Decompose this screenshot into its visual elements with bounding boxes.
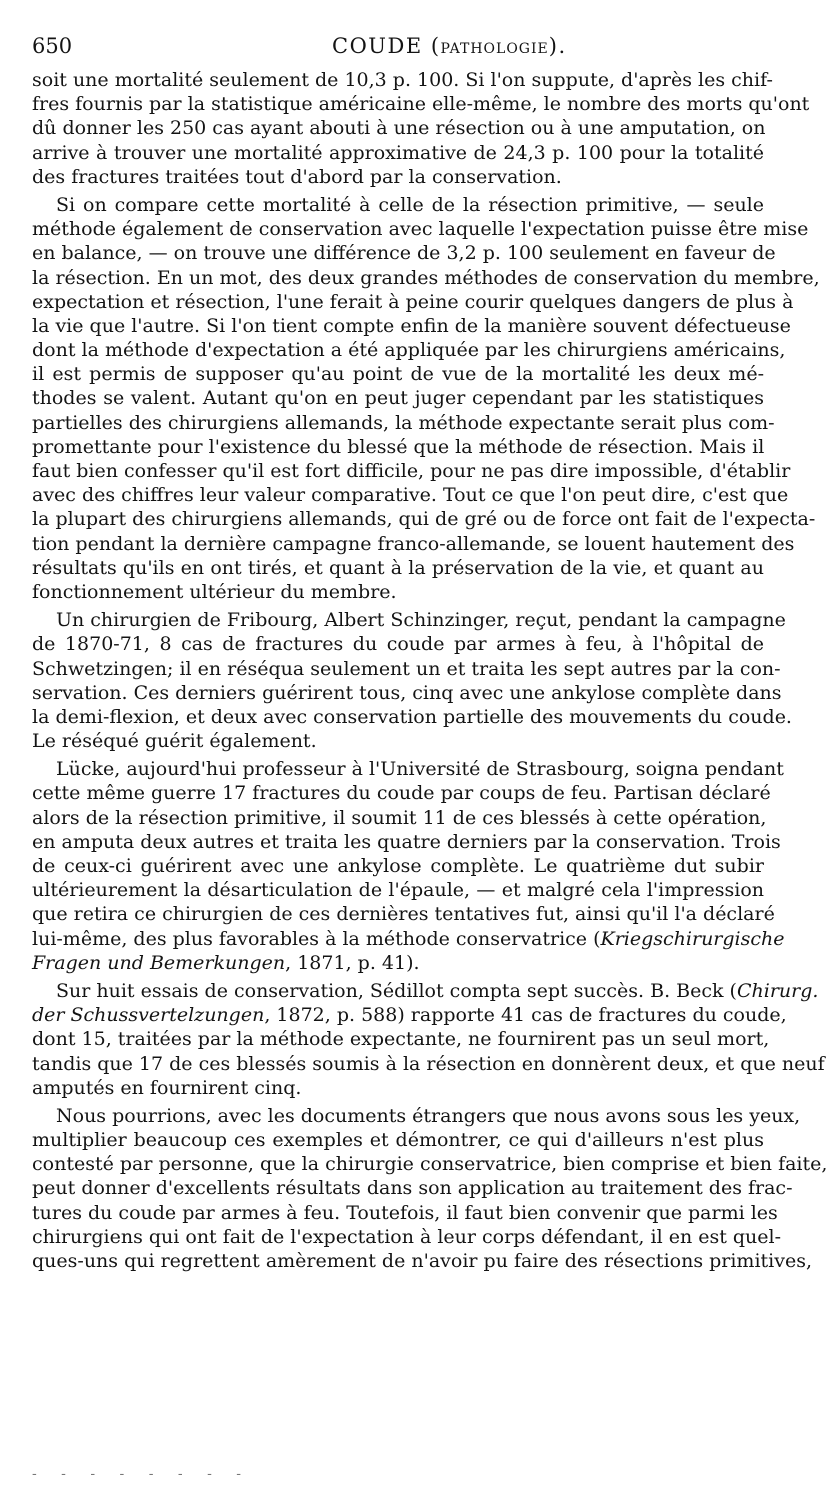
text-line: Si on compare cette mortalité à celle de la résection primitive, — seule (56, 193, 764, 216)
paragraph (32, 193, 820, 604)
text-line: dû donner les 250 cas ayant abouti à une résection ou à une amputation, on (32, 117, 766, 140)
text-line: tion pendant la dernière campagne franco-allemande, se louent hautement des (32, 532, 795, 555)
text-line: fres fournis par la statistique américaine elle-même, le nombre des morts qu'ont (32, 93, 810, 116)
text-line: dont 15, traitées par la méthode expectante, ne fournirent pas un seul mort, (32, 1028, 770, 1051)
text-line: tandis que 17 de ces blessés soumis à la résection en donnèrent deux, et que neuf (32, 1052, 825, 1075)
text-line: de 1870-71, 8 cas de fractures du coude par armes à feu, à l'hôpital de (32, 633, 764, 656)
text-line: lui-même, des plus favorables à la méthode conservatrice (Kriegschirurgische (32, 927, 785, 950)
text-line: arrive à trouver une mortalité approximative de 24,3 p. 100 pour la totalité (32, 141, 764, 164)
running-title-small-caps: PATHOLOGIE (440, 41, 549, 57)
text-line: la résection. En un mot, des deux grandes méthodes de conservation du membre, (32, 266, 820, 289)
paragraph (32, 979, 825, 1100)
text-line: der Schussvertelzungen, 1872, p. 588) rapporte 41 cas de fractures du coude, (32, 1004, 787, 1027)
text-line: partielles des chirurgiens allemands, la méthode expectante serait plus com- (32, 411, 775, 434)
text-line: Un chirurgien de Fribourg, Albert Schinzinger, reçut, pendant la campagne (56, 609, 786, 632)
text-line: avec des chiffres leur valeur comparative. Tout ce que l'on peut dire, c'est que (32, 484, 789, 507)
text-line: amputés en fournirent cinq. (32, 1076, 302, 1099)
paragraph (32, 608, 792, 753)
text-line: cette même guerre 17 fractures du coude par coups de feu. Partisan déclaré (32, 782, 771, 805)
text-line: Fragen und Bemerkungen, 1871, p. 41). (32, 951, 420, 974)
running-title-end: ). (548, 34, 567, 58)
text-line: en balance, — on trouve une différence de 3,2 p. 100 seulement en faveur de (32, 242, 776, 265)
text-line: Le réséqué guérit également. (32, 730, 317, 753)
text-line: soit une mortalité seulement de 10,3 p. 100. Si l'on suppute, d'après les chif- (32, 69, 773, 91)
body-text (32, 68, 827, 1277)
text-line: fonctionnement ultérieur du membre. (32, 580, 397, 603)
text-line: de ceux-ci guérirent avec une ankylose complète. Le quatrième dut subir (32, 855, 764, 877)
text-line: la demi-flexion, et deux avec conservation partielle des mouvements du coude. (32, 705, 792, 728)
text-line: promettante pour l'existence du blessé que la méthode de résection. Mais il (32, 435, 765, 458)
text-line: tures du coude par armes à feu. Toutefois, il faut bien convenir que parmi les (32, 1201, 778, 1224)
text-line: en amputa deux autres et traita les quatre derniers par la conservation. Trois (32, 830, 781, 853)
text-line: résultats qu'ils en ont tirés, et quant à la préservation de la vie, et quant au (32, 556, 764, 579)
text-line: que retira ce chirurgien de ces dernières tentatives fut, ainsi qu'il l'a déclaré (32, 903, 775, 926)
text-line: chirurgiens qui ont fait de l'expectation à leur corps défendant, il en est quel- (32, 1225, 782, 1248)
text-line: il est permis de supposer qu'au point de vue de la mortalité les deux mé- (32, 363, 764, 386)
text-line: multiplier beaucoup ces exemples et démontrer, ce qui d'ailleurs n'est plus (32, 1129, 764, 1152)
text-line: Nous pourrions, avec les documents étrangers que nous avons sous les yeux, (56, 1104, 801, 1127)
text-line: expectation et résection, l'une ferait à peine courir quelques dangers de plus à (32, 290, 794, 313)
text-line: Lücke, aujourd'hui professeur à l'Université de Strasbourg, soigna pendant (56, 758, 784, 781)
running-title (332, 34, 567, 58)
text-line: méthode également de conservation avec laquelle l'expectation puisse être mise (32, 218, 809, 241)
text-line: thodes se valent. Autant qu'on en peut juger cependant par les statistiques (32, 387, 764, 410)
paragraph (32, 1104, 827, 1273)
text-line: la vie que l'autre. Si l'on tient compte enfin de la manière souvent défectueuse (32, 314, 791, 337)
footer-marks: - - - - - - - - (32, 1466, 251, 1482)
text-line: ultérieurement la désarticulation de l'épaule, — et malgré cela l'impression (32, 879, 764, 902)
text-line: peut donner d'excellents résultats dans son application au traitement des frac- (32, 1177, 793, 1200)
paragraph (32, 68, 810, 189)
text-line: ques-uns qui regrettent amèrement de n'avoir pu faire des résections primitives, (32, 1250, 813, 1272)
paragraph (32, 757, 785, 975)
text-line: des fractures traitées tout d'abord par la conservation. (32, 165, 562, 188)
text-line: la plupart des chirurgiens allemands, qui de gré ou de force ont fait de l'expecta- (32, 508, 816, 531)
page-header (32, 34, 752, 62)
text-line: contesté par personne, que la chirurgie conservatrice, bien comprise et bien faite, (32, 1153, 827, 1176)
text-line: Schwetzingen; il en réséqua seulement un et traita les sept autres par la con- (32, 657, 781, 680)
text-line: Sur huit essais de conservation, Sédillot compta sept succès. B. Beck (Chirurg. (56, 979, 819, 1002)
text-line: dont la méthode d'expectation a été appliquée par les chirurgiens américains, (32, 339, 786, 362)
page-number: 650 (32, 34, 73, 58)
text-line: faut bien confesser qu'il est fort difficile, pour ne pas dire impossible, d'établir (32, 460, 791, 482)
text-line: servation. Ces derniers guérirent tous, cinq avec une ankylose complète dans (32, 681, 782, 704)
running-title-main: COUDE ( (332, 34, 441, 58)
text-line: alors de la résection primitive, il soumit 11 de ces blessés à cette opération, (32, 806, 767, 829)
